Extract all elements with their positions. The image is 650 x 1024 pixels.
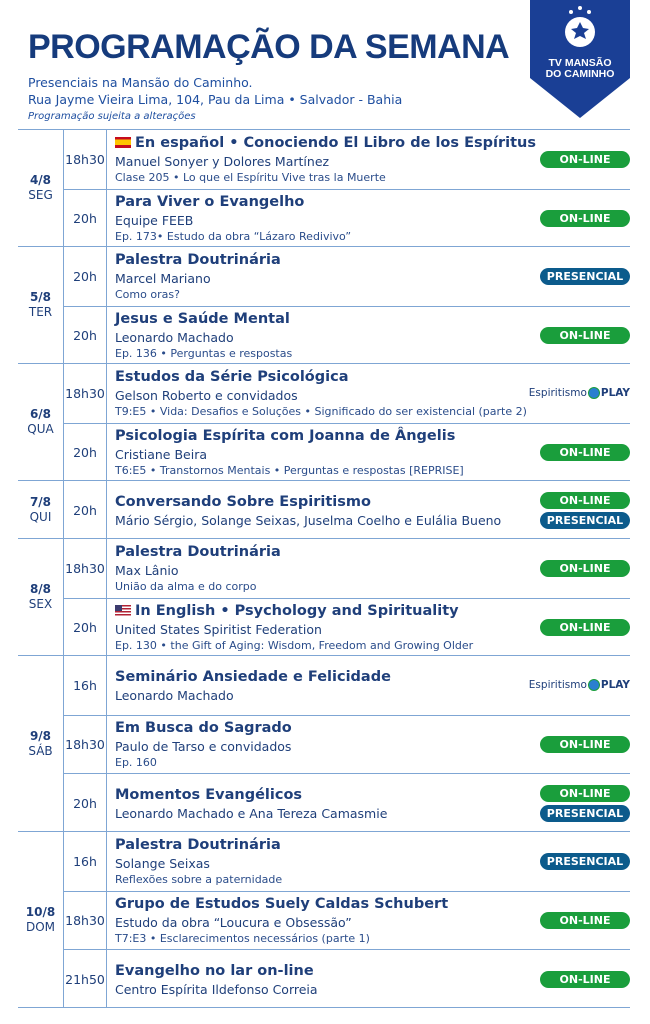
weekly-schedule: [18, 129, 630, 1008]
event-description: T9:E5 • Vida: Desafios e Soluções • Significado do ser existencial (parte 2): [115, 405, 527, 419]
event-title: Estudos da Série Psicológica: [115, 369, 349, 386]
event-badges: [540, 950, 630, 1008]
event-badges: [540, 130, 630, 189]
event-description: Reflexões sobre a paternidade: [115, 873, 283, 887]
event-description: Ep. 173• Estudo da obra “Lázaro Redivivo”: [115, 230, 352, 244]
online-badge[interactable]: ON-LINE: [540, 492, 630, 509]
event-time: 16h: [63, 832, 107, 891]
day-events: [63, 539, 630, 655]
day-block: [18, 539, 630, 656]
event-title: Grupo de Estudos Suely Caldas Schubert: [115, 896, 449, 913]
presencial-badge[interactable]: PRESENCIAL: [540, 853, 630, 870]
day-weekday: TER: [28, 305, 53, 319]
online-badge[interactable]: ON-LINE: [540, 736, 630, 753]
day-block: [18, 364, 630, 481]
day-label: [18, 247, 63, 363]
event-speaker: Cristiane Beira: [115, 447, 208, 463]
event-time: 20h: [63, 481, 107, 539]
event-description: União da alma e do corpo: [115, 580, 257, 594]
day-events: [63, 481, 630, 538]
event-badges: [529, 364, 630, 423]
schedule-event[interactable]: [63, 189, 630, 248]
globe-play-icon: [588, 679, 600, 691]
day-date: 7/8: [29, 494, 52, 509]
event-title: En español • Conociendo El Libro de los Espíritus: [135, 135, 536, 152]
event-time: 20h: [63, 190, 107, 248]
event-time: 21h50: [63, 950, 107, 1008]
day-date: 4/8: [29, 173, 52, 187]
espiritismo-play-logo[interactable]: [529, 387, 630, 399]
event-time: 20h: [63, 307, 107, 365]
day-events: [63, 656, 630, 831]
event-time: 18h30: [63, 716, 107, 774]
schedule-event[interactable]: [63, 656, 630, 715]
schedule-event[interactable]: [63, 891, 630, 950]
day-label: [18, 130, 63, 246]
day-weekday: SEX: [28, 597, 53, 611]
schedule-event[interactable]: [63, 130, 630, 189]
event-speaker: Leonardo Machado: [115, 687, 234, 703]
schedule-event[interactable]: [63, 949, 630, 1008]
day-block: [18, 247, 630, 364]
day-events: [63, 364, 630, 480]
event-speaker: Gelson Roberto e convidados: [115, 388, 298, 404]
schedule-event[interactable]: [63, 306, 630, 365]
day-date: 6/8: [29, 407, 52, 421]
play-label: PLAY: [600, 679, 630, 692]
event-badges: [540, 539, 630, 598]
event-badges: [540, 716, 630, 774]
schedule-event[interactable]: [63, 247, 630, 306]
online-badge[interactable]: ON-LINE: [540, 912, 630, 929]
schedule-event[interactable]: [63, 364, 630, 423]
event-time: 18h30: [63, 130, 107, 189]
event-title: Em Busca do Sagrado: [115, 720, 292, 737]
tv-mansao-logo[interactable]: [530, 0, 630, 118]
event-speaker: Marcel Mariano: [115, 271, 211, 287]
event-time: 20h: [63, 247, 107, 306]
play-label: PLAY: [600, 387, 630, 400]
event-speaker: Equipe FEEB: [115, 213, 194, 229]
espiritismo-play-logo[interactable]: [529, 679, 630, 691]
event-description: Como oras?: [115, 288, 180, 302]
event-speaker: Estudo da obra “Loucura e Obsessão”: [115, 915, 352, 931]
online-badge[interactable]: ON-LINE: [540, 560, 630, 577]
day-block: [18, 656, 630, 832]
event-title: Palestra Doutrinária: [115, 837, 281, 854]
event-badges: [540, 892, 630, 950]
day-block: [18, 130, 630, 247]
online-badge[interactable]: ON-LINE: [540, 971, 630, 988]
event-time: 18h30: [63, 892, 107, 950]
event-description: T7:E3 • Esclarecimentos necessários (parte 1): [115, 932, 370, 946]
usa-flag-icon: [115, 605, 131, 616]
day-events: [63, 832, 630, 1007]
day-block: [18, 832, 630, 1008]
day-weekday: QUI: [29, 509, 52, 524]
event-title: Momentos Evangélicos: [115, 786, 303, 803]
subtitle: [28, 74, 528, 108]
event-title: In English • Psychology and Spirituality: [135, 603, 459, 620]
day-weekday: SÁB: [28, 743, 53, 758]
event-speaker: Mário Sérgio, Solange Seixas, Juselma Coelho e Eulália Bueno: [115, 512, 502, 528]
event-description: Clase 205 • Lo que el Espíritu Vive tras la Muerte: [115, 171, 386, 185]
subtitle-line-1: Presenciais na Mansão do Caminho.: [28, 75, 253, 90]
event-speaker: Max Lânio: [115, 563, 179, 579]
event-speaker: Centro Espírita Ildefonso Correia: [115, 981, 318, 997]
event-description: Ep. 160: [115, 756, 157, 770]
event-speaker: Leonardo Machado e Ana Tereza Camasmie: [115, 805, 388, 821]
event-title: Conversando Sobre Espiritismo: [115, 493, 371, 510]
page-title: PROGRAMAÇÃO DA SEMANA: [28, 28, 510, 66]
event-badges: [540, 424, 630, 482]
event-badges: [540, 599, 630, 657]
schedule-event[interactable]: [63, 773, 630, 832]
event-badges: [529, 656, 630, 715]
event-description: Ep. 130 • the Gift of Aging: Wisdom, Freedom and Growing Older: [115, 639, 474, 653]
day-weekday: SEG: [28, 188, 53, 202]
online-badge[interactable]: ON-LINE: [540, 327, 630, 344]
schedule-event[interactable]: [63, 832, 630, 891]
day-date: 5/8: [29, 290, 52, 304]
day-label: [18, 656, 63, 831]
logo-text: [530, 58, 630, 80]
spain-flag-icon: [115, 137, 131, 148]
event-title: Palestra Doutrinária: [115, 544, 281, 561]
day-label: [18, 539, 63, 655]
espiritismo-label: Espiritismo: [528, 679, 587, 692]
subtitle-line-2: Rua Jayme Vieira Lima, 104, Pau da Lima • Salvador - Bahia: [28, 92, 403, 107]
schedule-event[interactable]: [63, 598, 630, 657]
event-badges: [540, 307, 630, 365]
event-time: 18h30: [63, 539, 107, 598]
event-time: 18h30: [63, 364, 107, 423]
schedule-event[interactable]: [63, 715, 630, 774]
online-badge[interactable]: ON-LINE: [540, 210, 630, 227]
event-description: Ep. 136 • Perguntas e respostas: [115, 347, 293, 361]
logo-text-line-2: DO CAMINHO: [545, 68, 615, 80]
presencial-badge[interactable]: PRESENCIAL: [540, 268, 630, 285]
event-speaker: Manuel Sonyer y Dolores Martínez: [115, 154, 330, 170]
event-badges: [540, 481, 630, 539]
event-badges: [540, 774, 630, 832]
disclaimer-note: Programação sujeita a alterações: [28, 111, 196, 122]
event-time: 20h: [63, 599, 107, 657]
event-speaker: Leonardo Machado: [115, 330, 234, 346]
event-title: Seminário Ansiedade e Felicidade: [115, 668, 391, 685]
presencial-badge[interactable]: PRESENCIAL: [540, 805, 630, 822]
day-events: [63, 247, 630, 363]
globe-play-icon: [588, 387, 600, 399]
event-title: Psicologia Espírita com Joanna de Ângelis: [115, 428, 456, 445]
espiritismo-label: Espiritismo: [528, 387, 587, 400]
event-time: 20h: [63, 424, 107, 482]
logo-text-line-1: TV MANSÃO: [548, 57, 612, 69]
online-badge[interactable]: ON-LINE: [540, 444, 630, 461]
schedule-event[interactable]: [63, 423, 630, 482]
day-events: [63, 130, 630, 246]
event-title: Jesus e Saúde Mental: [115, 311, 290, 328]
online-badge[interactable]: ON-LINE: [540, 151, 630, 168]
day-weekday: DOM: [25, 919, 56, 934]
event-time: 16h: [63, 656, 107, 715]
header: [28, 28, 528, 122]
online-badge[interactable]: ON-LINE: [540, 619, 630, 636]
event-title: Palestra Doutrinária: [115, 252, 281, 269]
day-date: 10/8: [25, 904, 56, 919]
day-label: [18, 364, 63, 480]
event-speaker: Solange Seixas: [115, 856, 210, 872]
event-badges: [540, 190, 630, 248]
event-speaker: United States Spiritist Federation: [115, 622, 322, 638]
day-label: [18, 481, 63, 538]
event-badges: [540, 832, 630, 891]
event-speaker: Paulo de Tarso e convidados: [115, 739, 292, 755]
schedule-event[interactable]: [63, 481, 630, 539]
day-weekday: QUA: [27, 422, 54, 436]
event-title: Evangelho no lar on-line: [115, 962, 314, 979]
event-badges: [540, 247, 630, 306]
event-time: 20h: [63, 774, 107, 832]
presencial-badge[interactable]: PRESENCIAL: [540, 512, 630, 529]
day-label: [18, 832, 63, 1007]
day-date: 9/8: [29, 728, 52, 743]
day-block: [18, 481, 630, 539]
event-title: Para Viver o Evangelho: [115, 194, 305, 211]
online-badge[interactable]: ON-LINE: [540, 785, 630, 802]
event-description: T6:E5 • Transtornos Mentais • Perguntas e respostas [REPRISE]: [115, 464, 464, 478]
day-date: 8/8: [29, 582, 52, 596]
schedule-event[interactable]: [63, 539, 630, 598]
